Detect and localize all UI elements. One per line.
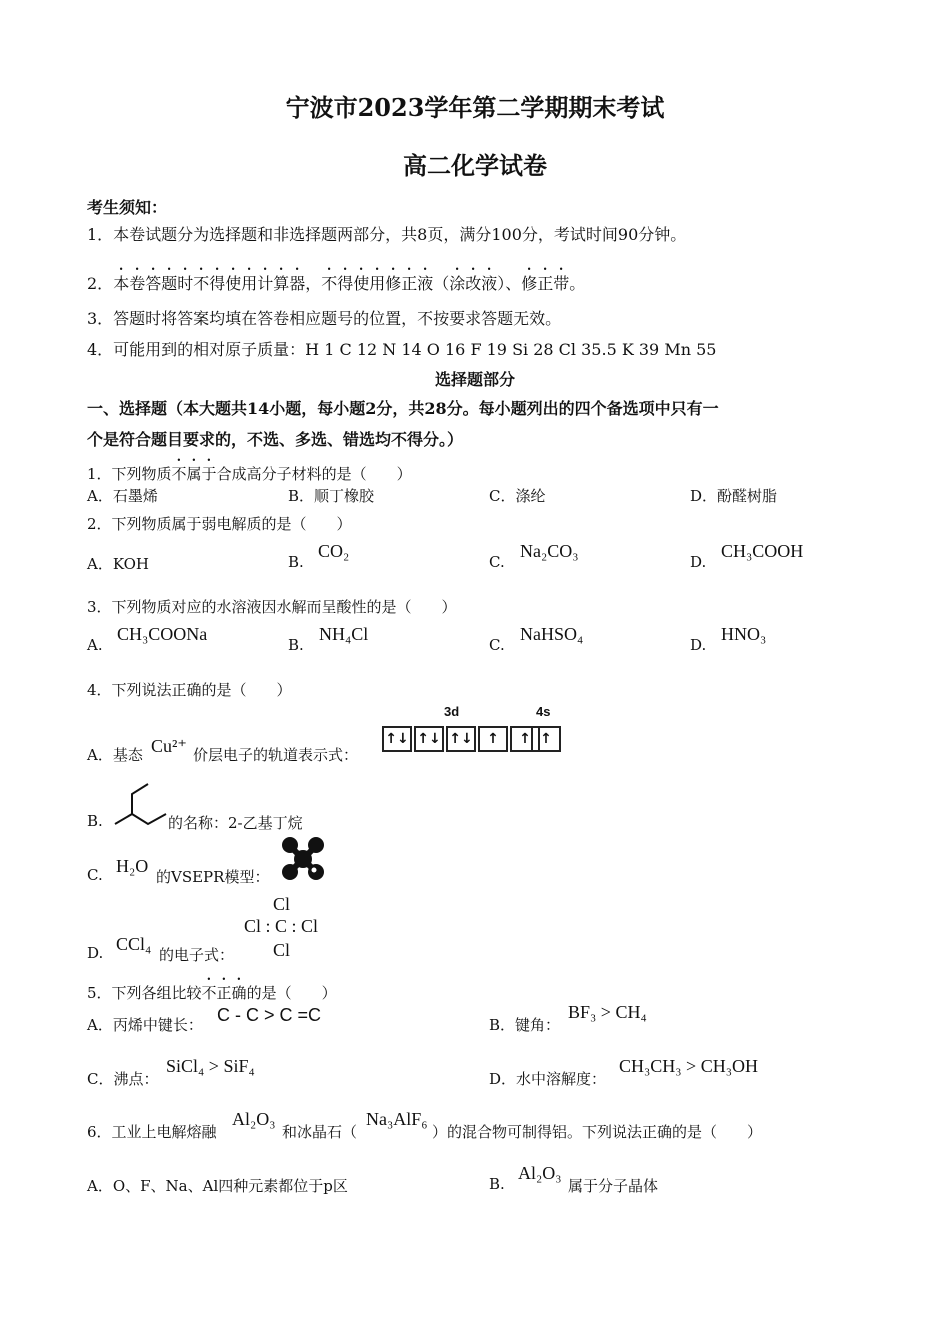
- q3-option-d-label: D.: [690, 636, 707, 654]
- q4-option-d-text: 的电子式：: [159, 946, 235, 964]
- orbital-4s-label: 4s: [536, 704, 551, 719]
- q3-option-b-label: B.: [288, 636, 304, 654]
- q1-stem-prefix: 1．下列物质: [87, 465, 172, 483]
- section-instructions-2: 个是符合题目要求的，不选、多选、错选均不得分。）: [87, 430, 464, 449]
- q6-stem-formula-2: Na₃AlF₆: [366, 1109, 428, 1129]
- orbital-3d-label: 3d: [444, 704, 460, 719]
- q2-option-c-label: C.: [489, 553, 505, 571]
- notice-item-3: 3．答题时将答案均填在答卷相应题号的位置，不按要求答题无效。: [87, 309, 562, 328]
- q2-option-b-label: B.: [288, 553, 304, 571]
- notice-item-2: [87, 265, 585, 294]
- q4-option-a-prefix: A．基态: [87, 746, 143, 764]
- q6-stem-prefix: 6．工业上电解熔融: [87, 1123, 217, 1141]
- q5-option-c-label: C．沸点：: [87, 1070, 159, 1088]
- q1-stem-emphasis: 不属于: [171, 465, 217, 483]
- q5-option-a-label: A．丙烯中键长：: [87, 1016, 203, 1034]
- q4-option-d-formula: CCl₄: [116, 934, 152, 954]
- q6-option-b-formula: Al₂O₃: [518, 1163, 562, 1183]
- orbital-3d-box-1: ↑↓: [382, 726, 412, 752]
- q2-option-d-formula: CH₃COOH: [721, 541, 804, 561]
- notice-heading: 考生须知：: [87, 198, 168, 217]
- q1-option-d: D．酚醛树脂: [690, 487, 778, 505]
- q5-stem-emphasis: 不正确: [201, 984, 247, 1002]
- lewis-middle-row: Cl : C : Cl: [244, 916, 319, 936]
- q4-option-c-text: 的VSEPR模型：: [156, 868, 270, 886]
- q6-stem-middle: 和冰晶石（: [282, 1123, 358, 1141]
- orbital-3d-box-4: ↑: [478, 726, 508, 752]
- q4-option-d-label: D.: [87, 944, 104, 962]
- q5-option-c-formula: SiCl₄ > SiF₄: [166, 1056, 255, 1076]
- q1-stem: [87, 456, 412, 484]
- orbital-3d-box-5: ↑: [510, 726, 540, 752]
- orbital-3d-box-2: ↑↓: [414, 726, 444, 752]
- q5-option-b-label: B．键角：: [489, 1016, 561, 1034]
- notice-item-2-prefix: 2．: [87, 274, 114, 293]
- lewis-bottom-atom: Cl: [273, 940, 291, 960]
- q2-option-a: A．KOH: [87, 555, 150, 573]
- skeletal-structure-image: [112, 782, 170, 830]
- q5-stem: [87, 975, 337, 1003]
- q1-option-b: B．顺丁橡胶: [288, 487, 375, 505]
- notice-item-1: 1．本卷试题分为选择题和非选择题两部分，共8页，满分100分，考试时间90分钟。: [87, 225, 687, 244]
- q1-stem-suffix: 合成高分子材料的是（ ）: [216, 465, 412, 483]
- q4-option-b-label: B.: [87, 812, 103, 830]
- exam-subtitle: 高二化学试卷: [403, 151, 547, 180]
- q5-stem-suffix: 的是（ ）: [246, 984, 337, 1002]
- q4-option-a-formula: Cu²⁺: [151, 736, 187, 756]
- orbital-diagram-3d: [382, 726, 542, 752]
- q4-stem: 4．下列说法正确的是（ ）: [87, 681, 292, 699]
- section-instructions-1: 一、选择题（本大题共14小题，每小题2分，共28分。每小题列出的四个备选项中只有一: [87, 399, 719, 418]
- q4-option-b-text: 的名称：2-乙基丁烷: [168, 814, 303, 832]
- q1-option-a: A．石墨烯: [87, 487, 158, 505]
- notice-item-2-suffix: 。: [569, 274, 586, 293]
- q4-option-c-formula: H₂O: [116, 856, 149, 876]
- q5-option-a-formula: C - C > C =C: [217, 1005, 322, 1025]
- q3-option-a-formula: CH₃COONa: [117, 624, 208, 644]
- q5-option-d-label: D．水中溶解度：: [489, 1070, 607, 1088]
- orbital-diagram-4s: [531, 726, 563, 752]
- orbital-3d-box-3: ↑↓: [446, 726, 476, 752]
- notice-item-2-emphasis: 本卷答题时不得使用计算器，不得使用修正液（涂改液）、修正带: [113, 274, 570, 293]
- lewis-top-atom: Cl: [273, 894, 291, 914]
- q6-stem-suffix: ）的混合物可制得铝。下列说法正确的是（ ）: [432, 1123, 763, 1141]
- q3-option-d-formula: HNO₃: [721, 624, 767, 644]
- q4-option-c-label: C.: [87, 866, 103, 884]
- q6-option-b-text: 属于分子晶体: [568, 1177, 659, 1195]
- q3-option-c-label: C.: [489, 636, 505, 654]
- q6-stem-formula-1: Al₂O₃: [232, 1109, 276, 1129]
- q6-option-a: A．O、F、Na、Al四种元素都位于p区: [87, 1177, 348, 1195]
- q4-option-a-suffix: 价层电子的轨道表示式：: [193, 746, 359, 764]
- exam-title: 宁波市2023学年第二学期期末考试: [285, 93, 665, 122]
- orbital-4s-box: ↑: [531, 726, 561, 752]
- notice-item-4: 4．可能用到的相对原子质量：H 1 C 12 N 14 O 16 F 19 Si 28 Cl 35.5 K 39 Mn 55: [87, 340, 717, 359]
- q3-option-c-formula: NaHSO₄: [520, 624, 584, 644]
- q6-option-b-label: B.: [489, 1175, 505, 1193]
- q2-option-b-formula: CO₂: [318, 541, 350, 561]
- q3-option-a-label: A.: [87, 636, 103, 654]
- q2-stem: 2．下列物质属于弱电解质的是（ ）: [87, 515, 352, 533]
- vsepr-model-image: [280, 836, 326, 880]
- q3-stem: 3．下列物质对应的水溶液因水解而呈酸性的是（ ）: [87, 598, 457, 616]
- q5-stem-prefix: 5．下列各组比较: [87, 984, 202, 1002]
- q1-option-c: C．涤纶: [489, 487, 546, 505]
- section-title: 选择题部分: [434, 370, 515, 389]
- q2-option-d-label: D.: [690, 553, 707, 571]
- q5-option-d-formula: CH₃CH₃ > CH₃OH: [619, 1056, 758, 1076]
- q5-option-b-formula: BF₃ > CH₄: [568, 1002, 647, 1022]
- q2-option-c-formula: Na₂CO₃: [520, 541, 579, 561]
- q3-option-b-formula: NH₄Cl: [319, 624, 369, 644]
